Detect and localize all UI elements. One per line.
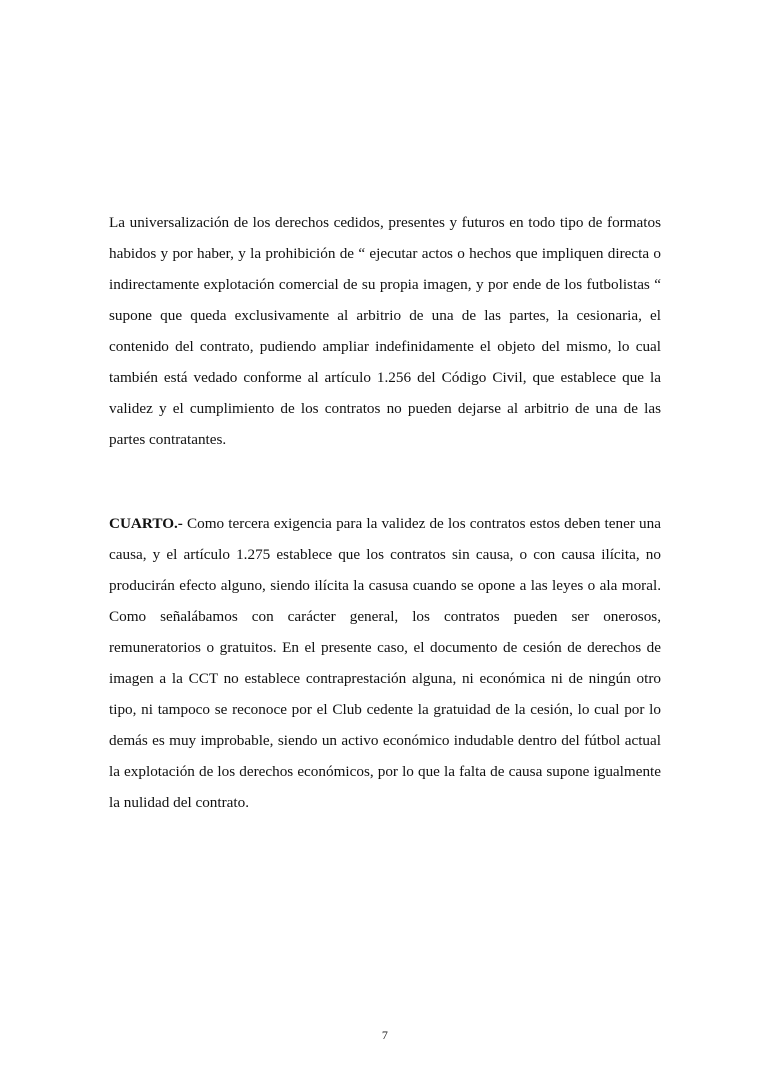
document-body xyxy=(109,207,661,818)
paragraph-text: Como tercera exigencia para la validez de los contratos estos deben tener una causa, y el artículo 1.275 establece que los contratos sin causa, o con causa ilícita, no producirán efecto alguno, siendo ilícita la casusa cuando se opone a las leyes o ala moral. Como señalábamos con carácter general, los contratos pueden ser onerosos, remuneratorios o gratuitos. En el presente caso, el documento de cesión de derechos de imagen a la CCT no establece contraprestación alguna, ni económica ni de ningún otro tipo, ni tampoco se reconoce por el Club cedente la gratuidad de la cesión, lo cual por lo demás es muy improbable, siendo un activo económico indudable dentro del fútbol actual la explotación de los derechos económicos, por lo que la falta de causa supone igualmente la nulidad del contrato. xyxy=(109,515,661,811)
page-number: 7 xyxy=(381,1028,389,1042)
paragraph-universalizacion xyxy=(109,207,661,455)
paragraph-cuarto xyxy=(109,508,661,818)
paragraph-text: La universalización de los derechos cedidos, presentes y futuros en todo tipo de formatos habidos y por haber, y la prohibición de “ ejecutar actos o hechos que impliquen directa o indirectamente explotación comercial de su propia imagen, y por ende de los futbolistas “ supone que queda exclusivamente al arbitrio de una de las partes, la cesionaria, el contenido del contrato, pudiendo ampliar indefinidamente el objeto del mismo, lo cual también está vedado conforme al artículo 1.256 del Código Civil, que establece que la validez y el cumplimiento de los contratos no pueden dejarse al arbitrio de una de las partes contratantes. xyxy=(109,214,661,448)
page-footer xyxy=(0,1026,770,1044)
paragraph-lead-cuarto: CUARTO.- xyxy=(109,515,183,532)
